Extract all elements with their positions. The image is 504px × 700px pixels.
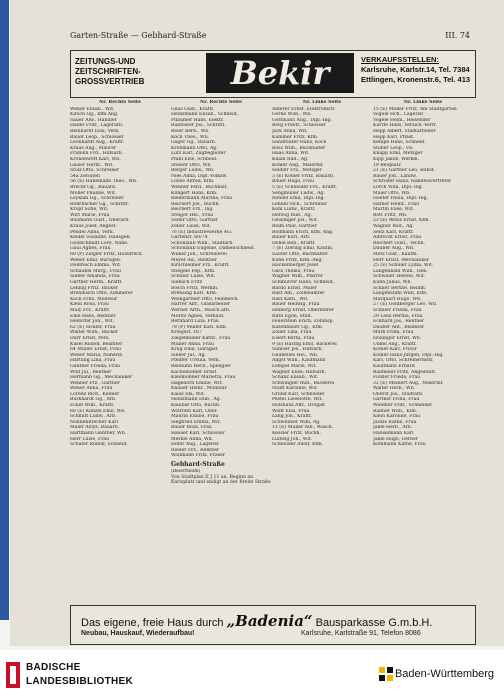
directory-entry: Reichert Gust., Techn.	[373, 240, 425, 246]
directory-entry: Kirsch Gg., kfm.Ang.	[70, 112, 119, 118]
directory-entry: Gaiser Herm., Wit.	[70, 162, 114, 168]
directory-entry: Wiedner Frdr., Schneider	[373, 403, 433, 409]
directory-entry: Leykam Gg., Schreiner	[70, 196, 124, 202]
directory-entry: Herr Ernst, Mechaniker	[373, 257, 430, 263]
directory-entry: Gaul Agnes, Frau	[70, 246, 111, 252]
directory-entry: Lang Joh., Kraftf.	[272, 414, 313, 420]
directory-column	[171, 100, 271, 604]
directory-entry: Koch Fritz, Monteur	[70, 296, 118, 302]
directory-entry: Rieder Frz., Rentner	[171, 447, 220, 453]
directory-entry: Rohrbacher Gg., Schriftr.	[70, 201, 129, 207]
directory-entry: Klein Karoline, Frau	[373, 414, 421, 420]
directory-entry: Grund Karl, Schneider	[272, 391, 325, 397]
directory-entry: Walter Herb., Wb.	[373, 386, 416, 392]
directory-entry: Wolfrath Karl, Ober.	[171, 408, 218, 414]
directory-entry: Ehle Hans, Rentner	[70, 313, 116, 319]
directory-entry: Rabhuber Jos., Schriftl.	[171, 123, 226, 129]
directory-entry: Nies Anna, Dipl.-Volksw.	[171, 173, 228, 179]
directory-entry: Hartung Lina, Frau	[70, 358, 116, 364]
directory-entry: Krug Emil, Garagist	[171, 347, 218, 353]
directory-entry: Marquart Hugo, Wb.	[373, 296, 422, 302]
directory-entry: Kempe Hans, Schneid.	[373, 140, 426, 146]
directory-entry: Brehmisch Otto, Zimmerer	[70, 291, 133, 297]
directory-entry: Schmitt Ludw., Arb.	[70, 414, 117, 420]
directory-entry: Seidler Frz., Metzger	[272, 168, 322, 174]
directory-entry: Sieber Jul., Ag.	[171, 352, 207, 358]
directory-entry: Knapp Emil, Metzger	[373, 151, 423, 157]
directory-entry: Stadt Karoline, Wit.	[272, 386, 319, 392]
directory-entry: Heinzmann Elisab., Schneid.	[171, 112, 238, 118]
directory-entry: Dauber Ant., Beamter	[373, 324, 425, 330]
directory-entry: 3 (E) Kohler Fritz, Bauarb.	[272, 173, 335, 179]
directory-entry: Hanselmann Karl	[373, 431, 414, 437]
directory-entry: Hartmann Günther, Wb.	[70, 431, 127, 437]
directory-entry: 21 (E) Gärtner Leo, selbst.	[373, 168, 436, 174]
library-logo-icon	[6, 662, 20, 688]
directory-entry: Wagner Elise, Hilfsarb.	[272, 369, 326, 375]
directory-entry: Kriegsst. 167	[171, 330, 203, 336]
directory-entry: Maly Frz., Kraftf.	[70, 307, 111, 313]
directory-entry: Hedorfer Joh., Wit.	[70, 319, 115, 325]
directory-entry: Kessler Fritz, Buchh.	[272, 431, 321, 437]
directory-entry: Hepp Albert, Stadtarbeiter	[373, 128, 436, 134]
ad-right-line: Ettlingen, Kronenstr.6, Tel. 413	[361, 75, 471, 84]
directory-entry: Dohle Rob., Kraftf.	[272, 240, 316, 246]
directory-entry: Hagedorn Emilie, Wit.	[171, 380, 223, 386]
directory-entry: 56 (E) Hanemann Theo., Wb.	[70, 179, 138, 185]
directory-entry: Gottmann Aug., Dipl.-Ing.	[272, 117, 332, 123]
directory-entry: Meyer Ad., Rentner	[171, 257, 217, 263]
directory-entry: Hermann Gg., Mechaniker	[70, 375, 133, 381]
directory-entry: Moritz Agnes, Verkäuf.	[171, 313, 225, 319]
directory-entry: Oberst Jos., Stadtarb.	[373, 391, 424, 397]
directory-entry: 68 (E) Kunzel Emil, Wb.	[70, 408, 126, 414]
directory-entry: Kilian Rud., Ag.	[272, 156, 309, 162]
directory-entry: Vögele Helm., Reisender	[373, 117, 431, 123]
directory-entry: Klein Rosa, Frau	[70, 302, 109, 308]
column-heading: Nr. Linke Seite	[302, 100, 342, 105]
directory-entry: Wagner Rud., Ag.	[373, 224, 414, 230]
directory-entry: 29 Lenz Bertha, Frau	[373, 313, 423, 319]
directory-entry: Vögele Hch., Lagerist	[373, 112, 424, 118]
directory-entry: Maurin Emilie, Frau	[171, 414, 219, 420]
library-name-line: LANDESBIBLIOTHEK	[26, 676, 134, 687]
entry-list	[272, 107, 372, 448]
directory-entry: Keidel Susanne, Hausgeh.	[70, 235, 131, 241]
directory-entry: Brensing Karl, Kfm.	[171, 291, 218, 297]
directory-entry: Maier Aloys, Bauarb.	[70, 425, 120, 431]
directory-entry: Bauer Rosa, Frau	[171, 425, 212, 431]
badenia-advertisement	[70, 605, 476, 645]
directory-entry: Angst Wilh., Kaufmann	[272, 358, 326, 364]
directory-entry: Gärtner Frida, Frau	[373, 397, 420, 403]
directory-entry: Unkel Aug., Kraftf.	[373, 341, 417, 347]
directory-entry: Kleinböhner Marietta, Frau	[171, 375, 236, 381]
directory-entry: Sieber Amanda, Frau	[70, 274, 120, 280]
directory-entry: Herr Luise, Frau	[70, 436, 110, 442]
directory-entry: Albrecht Ernst, Frau	[373, 235, 422, 241]
page-number: III. 74	[445, 31, 470, 40]
directory-entry: Schönlaub Eugenie, Damenschneid.	[171, 246, 255, 252]
directory-entry: Gärtner Herm., Kraftf.	[70, 280, 123, 285]
directory-entry: Harrer Alfr., Glasarbeiter	[171, 302, 231, 308]
directory-entry: Lorenz Rich., Kellner	[70, 391, 120, 397]
directory-entry: Kaulbar Otto, Buchh.	[171, 403, 221, 409]
directory-entry: Reichert Frz., Ing.	[171, 207, 214, 213]
directory-entry: Müller Anna, Frau	[171, 341, 214, 347]
directory-entry: Pfahl Else, Schneid.	[171, 156, 218, 162]
directory-entry: Steiner Otto, Wb.	[171, 162, 212, 168]
directory-entry: Koch Theo., Wb.	[171, 134, 209, 140]
directory-entry: Kohlmann Käthe, Frau	[373, 442, 426, 448]
directory-entry: Kummer Fritz, Kfm.	[272, 134, 319, 140]
directory-entry: Weber Emil, Bürogeh.	[70, 257, 122, 263]
directory-entry: 64 Müller Ernst, Frau	[70, 347, 121, 353]
directory-entry: Schweitzer Willi, Ag.	[272, 419, 321, 425]
directory-entry: Alderer Ernst, Elektromstr.	[272, 106, 336, 112]
directory-entry: 23 (E) Weiss Ernst, Kfm.	[373, 218, 430, 224]
ad-right-title: VERKAUFSSTELLEN:	[361, 55, 439, 64]
directory-entry: Rast Alb., Zollbeamter	[272, 291, 325, 297]
library-name	[26, 661, 133, 689]
directory-entry: Schäfer Rudolf, Schneid.	[70, 442, 128, 448]
directory-entry: Burkhardt Gg., Arb.	[70, 397, 117, 403]
directory-entry: Bardo Ernst, Maler	[272, 285, 317, 291]
gebhard-sub: (Beiertheim)	[171, 469, 201, 474]
bekir-advertisement	[70, 50, 476, 98]
directory-entry: Goldschmidt Lore, Nähe.	[70, 240, 129, 246]
directory-entry: Weber Elisab., Wit.	[70, 106, 115, 112]
directory-entry: Hackenberger Josef	[272, 263, 319, 269]
directory-entry: Maier Otto, Wb.	[373, 190, 411, 196]
directory-entry: Dürr Ernst, Pers.	[70, 335, 110, 341]
entry-list	[171, 107, 271, 459]
directory-entry: Wolf Jul., Rentner	[70, 369, 112, 375]
directory-entry: Seifer Otto, Gärtner	[171, 218, 218, 224]
directory-entry: Werner Arth., Masch.arb.	[171, 307, 231, 313]
column-heading: Nr. Rechte Seite	[200, 100, 242, 105]
directory-entry: Kraus Josef, Angest.	[70, 224, 117, 230]
directory-entry: Kohl Ludw., Kraftf.	[272, 207, 316, 213]
directory-entry: Hoefer Paula, Dipl.-Ing.	[373, 196, 429, 202]
directory-entry: Günther Frieda, Frau	[70, 363, 121, 369]
badenia-brand: „Badenia“	[226, 612, 313, 630]
directory-entry: Kirschleimer Frz., Kraftf.	[171, 263, 230, 269]
directory-entry: Hafner Heinr., Frau	[373, 201, 420, 207]
book-spine-edge	[0, 0, 9, 620]
directory-entry: 11 (E) Müller Alb., Wäsch.	[272, 425, 334, 431]
directory-entry: Eckhard Jos., Rentner	[373, 319, 425, 325]
directory-entry: Merkle Anna, Wit.	[171, 436, 214, 442]
directory-entry: Bodmann Erich, kfm. Ang.	[272, 229, 334, 235]
directory-entry: 19 Beuplatz	[373, 162, 401, 168]
directory-entry: Wenner Frz., Gärtner	[70, 380, 120, 386]
directory-entry: Schneider Adolf, Kfm.	[272, 442, 324, 448]
directory-entry: 7 (E) Ziering Emil, Kaufm.	[272, 246, 334, 252]
directory-entry: Langenstahl Willi, Kfm.	[373, 291, 428, 297]
directory-column	[70, 100, 170, 604]
directory-entry: Feuerstein Erich, Zollinsp.	[272, 319, 334, 325]
directory-entry: Weber Maria, Näherin	[70, 352, 123, 358]
directory-entry: Kraus Aug., Maurer	[70, 145, 117, 151]
ad-right-text	[361, 55, 470, 85]
directory-entry: Stolz Otto, Schreiner	[70, 168, 120, 174]
directory-entry: Leonhardt Aug., Kraftf.	[70, 140, 125, 146]
directory-entry: Knauer Heinr., Monteur	[171, 386, 227, 392]
directory-entry: Kaufmann Erhard	[373, 363, 415, 369]
directory-entry: Jäkle Hugo, Gerber	[373, 436, 419, 442]
directory-entry: Dauber Aug., Wit.	[373, 246, 415, 252]
gebhard-street-heading: Gebhard-Straße	[171, 461, 225, 468]
directory-entry: 5 (E) Schneider Frz., Kraftf.	[272, 184, 338, 190]
directory-entry: Biedermann Martha, Frau	[171, 196, 233, 202]
directory-entry: Berg Friedr., Schlosser	[272, 123, 326, 129]
directory-entry: Haas Anna, Wit.	[272, 151, 310, 157]
directory-entry: 9 (E) Häring Emil, Bäckerei	[272, 341, 337, 347]
directory-entry: Wolff Elsa, Frau	[272, 408, 310, 414]
directory-entry: Jäck Anna, Wit.	[272, 128, 308, 134]
directory-entry: Schönlaub Wilh., Stadtarb.	[171, 240, 234, 246]
directory-entry: Bauer Hedwig, Frau	[272, 302, 320, 308]
directory-entry: Schiller Frieda, Frau	[373, 307, 422, 313]
directory-entry: Kachelhöfner Ernst	[171, 369, 217, 375]
ad-prefix: Das eigene, freie Haus durch	[81, 617, 224, 629]
directory-entry: Köhler Aug., Malerhlf.	[272, 162, 324, 168]
directory-entry: Stober Leop., Vb.	[373, 145, 414, 151]
directory-entry: Metz Gust., Kaufm.	[373, 252, 419, 258]
directory-entry: Reinhardt Elsa, Verk.	[70, 128, 120, 134]
directory-entry: Sauter Otto, Buchhalter	[272, 252, 329, 258]
directory-entry: Pestel Lieselotte, Wit.	[272, 397, 323, 403]
directory-entry: Kronenwett Karl, Wb.	[70, 156, 121, 162]
directory-entry: Jäckle Käthe, Frau	[373, 419, 417, 425]
directory-entry: Beier Bern., Wb.	[171, 128, 210, 134]
directory-entry: Möller Pauline, Wit.	[70, 190, 117, 196]
directory-entry: Kaise Ida, Wit.	[171, 391, 206, 397]
directory-entry: Bott Fritz, Wb.	[373, 212, 408, 218]
directory-entry: Kusel Rudolf, Beamter	[70, 341, 123, 347]
directory-entry: Schmürrer Hans, Schneid.	[272, 280, 334, 285]
directory-entry: Schanz Elisab., Wit.	[272, 375, 319, 381]
ad-left-text	[75, 57, 144, 87]
directory-entry: 78 (P) Müller Karl, Kfm.	[171, 324, 228, 330]
directory-entry: Ruth Egon, Stud.	[272, 313, 312, 319]
directory-entry: Doldreich Emma, Wit.	[70, 263, 122, 269]
directory-entry: Martin Elise, Wit.	[373, 207, 415, 213]
directory-entry: Kasenbauer Gg., Kfm.	[272, 324, 324, 330]
directory-entry: Siebach Fritz	[171, 280, 203, 285]
state-name: Baden-Württemberg	[394, 668, 494, 680]
directory-entry: Gäger Gg., Bauarb.	[171, 140, 217, 146]
directory-entry: Wilker Joh., Schreinerei	[171, 252, 227, 258]
directory-entry: Rondel Emil, Dipl.-Ing.	[272, 196, 326, 202]
directory-entry: Heinzmann Hub., Ag.	[171, 397, 222, 403]
directory-entry: Ludwig Joh., Wit.	[272, 436, 313, 442]
directory-entry: Ziegelmüller Kathr., Frau	[171, 335, 231, 341]
directory-entry: Lehner Hch., Schreiner	[272, 201, 327, 207]
directory-entry: Hepp Karl, Pflast.	[373, 134, 415, 140]
directory-entry: 60 (P) Ziegler Fritz, Holzdrech.	[70, 252, 144, 258]
directory-entry: Kronmann Otto, Ag.	[171, 145, 218, 151]
street-range-title: Garten-Straße — Gebhard-Straße	[70, 31, 207, 40]
ad-right-line: Karlsruhe, Karlstr.14, Tel. 7384	[361, 65, 470, 74]
ad-left-line: GROSSVERTRIEB	[75, 77, 145, 86]
directory-entry: Mark Frida, Frau	[373, 330, 414, 336]
directory-entry: Sumser Jos., Hilfsarb.	[272, 347, 323, 353]
directory-entry: Schröder Hans, Handelsvertreter	[373, 179, 452, 185]
column-heading: Nr. Rechte Seite	[99, 100, 141, 105]
directory-entry: Lohse Alfred, Kfm.	[171, 179, 215, 185]
directory-entry: Schuler Luise, Wit.	[171, 274, 216, 280]
directory-column	[373, 100, 473, 604]
directory-entry: Berger Ludw., Wb.	[171, 168, 215, 174]
gebhard-note: Von Stadtplan II J 11 an, Beginn an Karlsplatz und endigt an der Breite Straße	[171, 474, 271, 486]
directory-entry: Wagner Wilh., Pfarrer	[272, 274, 324, 280]
directory-entry: Fickler Frieda, Frau	[373, 375, 421, 381]
directory-column	[272, 100, 372, 604]
directory-entry: Sengmüller Ludw., Ag.	[272, 190, 325, 196]
directory-entry: 54a Zeroiten	[70, 173, 100, 179]
directory-entry: 27 (E) Goldberger Leo, Wb.	[373, 302, 438, 308]
directory-entry: Balmer Wilh., Kfm.	[373, 408, 418, 414]
directory-entry: Klingert Hans, Kfm.	[171, 190, 218, 196]
ad-line-2: Karlsruhe, Karlstraße 91, Telefon 8086	[301, 630, 421, 637]
directory-entry: Reichert Jos., Buchh.	[171, 201, 221, 207]
directory-columns	[70, 100, 474, 604]
directory-entry: Nonnenbrecher Karl	[70, 419, 118, 425]
directory-entry: 62 (E) Sickler, Frau	[70, 324, 116, 330]
directory-entry: 15 (E) Müller Fritz, Am Stadtgarten	[373, 106, 457, 112]
directory-entry: Baumann Gust., Oberarb.	[70, 218, 130, 224]
bekir-logo: Bekir	[206, 53, 354, 93]
library-footer	[0, 650, 504, 700]
directory-entry: Kipp Jakob, Werkm.	[373, 156, 420, 162]
directory-entry: Kühn Fritz, Kfm.-Ang.	[272, 257, 323, 263]
directory-entry: Weber Anna, Frau	[70, 386, 113, 392]
ad-headline	[81, 612, 432, 630]
entry-list	[70, 107, 170, 448]
entry-list	[373, 107, 473, 448]
directory-entry: Blum Paul, Gärtner	[272, 224, 317, 230]
directory-entry: Lorch Willi, Dipl.-Ing.	[373, 184, 424, 190]
directory-entry: Bauer Leop., Schlosser	[70, 134, 124, 140]
directory-entry: Siegfried Emma, Wit.	[171, 419, 221, 425]
directory-entry: Bernhard Lina, Frau	[171, 319, 219, 325]
directory-entry: Bauer Hugo, Frau	[272, 179, 315, 185]
directory-entry: Eisert Berta, Frau	[272, 335, 315, 341]
directory-entry: Gaubeiles Hei., Wb.	[272, 352, 319, 358]
directory-entry: Köhler Karl, Frisör	[373, 347, 417, 353]
directory-entry: Höfer Aug., Lagerist	[171, 442, 219, 448]
directory-entry: Jäkle Herb., Arb.	[373, 425, 413, 431]
directory-entry: Gaus Gust., Kraftf.	[171, 106, 215, 112]
directory-entry: Lehnig Fritz, Bäcker	[70, 285, 118, 291]
directory-entry: Herzog Rud., Ag.	[272, 212, 312, 218]
directory-entry: Ross Wilh., Buchhalter	[272, 145, 326, 151]
directory-entry: Weingärtner Otto, Feinmech.	[171, 296, 239, 302]
directory-entry: Schaubel Marg., Frau	[70, 268, 122, 274]
directory-entry: Rast Kath., Wit.	[272, 296, 309, 302]
directory-entry: Sauer Alw., Händler	[70, 117, 117, 123]
directory-entry: Wollmann Fritz, Fräser	[171, 453, 226, 459]
ad-left-line: ZEITUNGS-UND	[75, 57, 136, 66]
directory-entry: Karl, Otto, Schreinermstr.	[373, 358, 434, 364]
directory-entry: Helberg Ernst, Oberlehrer	[272, 307, 334, 313]
directory-entry: Seitz Karl, Kraftf.	[373, 229, 414, 235]
directory-entry: Zöller Lina, Frau	[272, 330, 312, 336]
directory-entry: Wirt Marie, Frau	[70, 212, 110, 218]
directory-entry: Hauser Karl, Schlosser	[171, 431, 225, 437]
directory-entry: Gartenst. 60/74	[171, 235, 208, 241]
directory-entry: Bauer Karl, Arb.	[272, 235, 311, 241]
directory-entry: Görke Wilh., Wb.	[272, 112, 312, 118]
directory-entry: Gass Thekla, Frau	[272, 268, 315, 274]
directory-entry: Walter Wilh., Bäcker	[70, 330, 119, 336]
directory-entry: Eckel Wilh., Kraftf.	[70, 403, 115, 409]
ad-line-1: Neubau, Hauskauf, Wiederaufbau!	[81, 630, 195, 637]
directory-entry: Holzhaus Alfr., Drogist	[272, 403, 325, 409]
directory-entry: Langenbahl Wilh., Dek.	[373, 268, 428, 274]
directory-entry: 76 (E) Industriewerke AG.	[171, 229, 233, 235]
directory-entry: 32 (E) Meinert Aug., Malerhlf.	[373, 380, 444, 386]
directory-entry: Pfeiffer Ursula, Verk.	[171, 358, 221, 364]
directory-entry: Schwaier Helene, Wit.	[373, 274, 426, 280]
directory-entry: Steiger Hel., Frau	[171, 212, 214, 218]
directory-entry: Lutz Karl, Zugbegleiter	[171, 151, 226, 157]
directory-entry: Köhler Hans-Jürgen, Dipl.-Ing.	[373, 352, 444, 358]
directory-entry: Kuhn Julius, Wb.	[373, 280, 412, 285]
directory-entry: Schwingler Rud., Bäckerei	[272, 380, 335, 386]
directory-entry: 25 (E) Schüler Lydia, Wit.	[373, 263, 434, 269]
column-heading: Nr. Linke Seite	[403, 100, 443, 105]
library-name-line: BADISCHE	[26, 662, 81, 673]
directory-entry: Fridolin Frd., Hilfsarb.	[70, 151, 123, 157]
directory-entry: Rebhuhn Herb., Spengler	[171, 363, 231, 369]
directory-entry: Haller Frdr., Lagerarb.	[70, 123, 124, 129]
directory-entry: Wenner Ferd., Buchhalt.	[171, 184, 228, 190]
directory-entry: Hollinger Ernst, Wb.	[373, 335, 422, 341]
directory-entry: Stiegele Fep., Kfm.	[171, 268, 216, 274]
directory-entry: Geislinger Jos., Wit.	[272, 218, 319, 224]
page-header	[70, 31, 470, 43]
state-logo-icon	[378, 666, 394, 682]
directory-entry: Sandreuter Hans, Koch	[272, 140, 327, 146]
directory-entry: Schiler Berthe, Reinm.	[373, 285, 427, 291]
directory-entry: Bosch Fritz, Werkm.	[171, 285, 219, 291]
directory-entry: Bauer Joh., Landw.	[373, 173, 417, 179]
directory-entry: Lempel Marie, Wit.	[272, 363, 317, 369]
directory-entry: Ballmeier Fritz, Angestellt.	[373, 369, 437, 375]
ad-suffix: Bausparkasse G.m.b.H.	[315, 617, 433, 629]
directory-entry: Pflaumer Hans, Elektr.	[171, 117, 224, 123]
directory-entry: Kurrle Hans, Versich.-Vertr.	[373, 123, 437, 129]
ad-left-line: ZEITSCHRIFTEN-	[75, 67, 141, 76]
directory-entry: Kropf Sofie, Wit.	[70, 207, 109, 213]
directory-entry: Zeller Luise, Wit.	[171, 224, 212, 230]
directory-entry: Pendel Anna, Verk.	[70, 229, 115, 235]
directory-entry: Brecht Gg., Bauarb.	[70, 184, 117, 190]
